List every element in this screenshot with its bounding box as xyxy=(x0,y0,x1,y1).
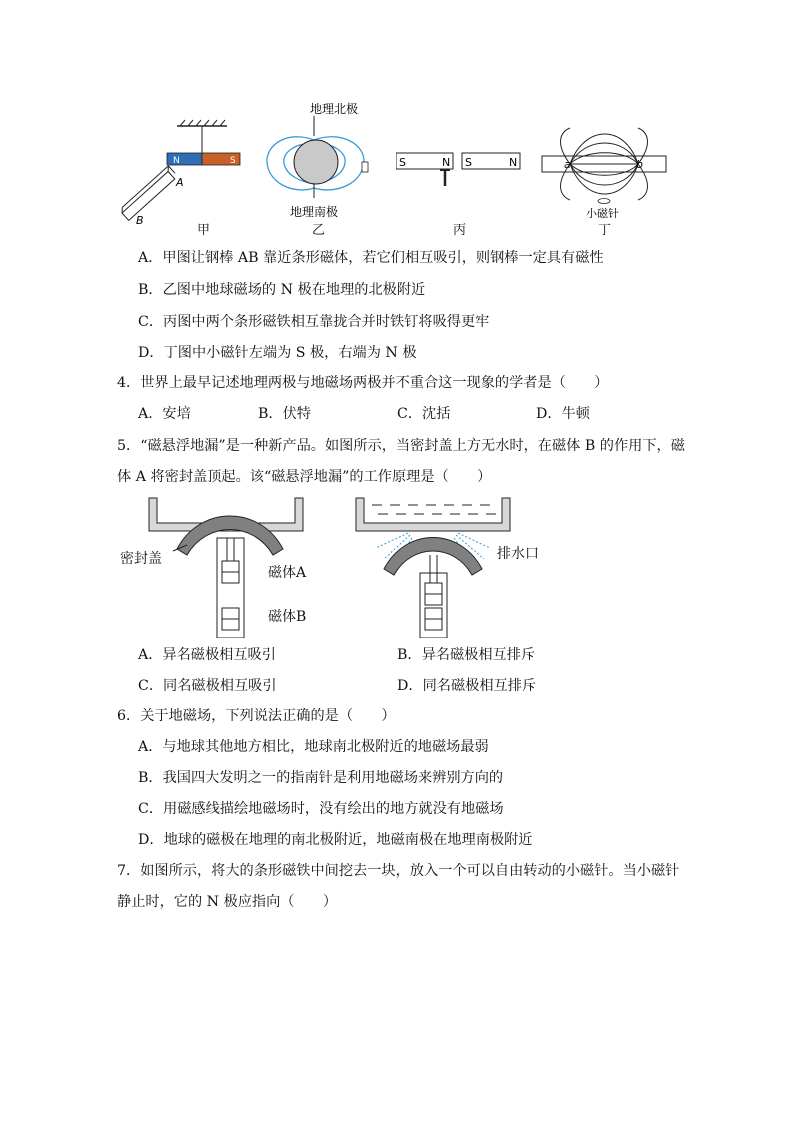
ding-needle-label: 小磁针 xyxy=(586,207,619,220)
figure-jia xyxy=(112,118,252,226)
seal-cover-raised xyxy=(384,538,482,576)
q5-option-d: D．同名磁极相互排斥 xyxy=(397,678,537,694)
figure-ding xyxy=(540,124,670,234)
q5-option-c: C．同名磁极相互吸引 xyxy=(138,678,277,694)
ding-b-label: b xyxy=(636,158,643,171)
q4-stem: 4．世界上最早记述地理两极与地磁场两极并不重合这一现象的学者是（ ） xyxy=(117,375,609,391)
q7-stem-line1: 7．如图所示，将大的条形磁铁中间挖去一块，放入一个可以自由转动的小磁针。当小磁针 xyxy=(117,863,680,879)
q5-option-a: A．异名磁极相互吸引 xyxy=(138,647,276,663)
jia-n-label: N xyxy=(173,156,180,166)
q6-option-b: B．我国四大发明之一的指南针是利用地磁场来辨别方向的 xyxy=(138,770,504,786)
yi-south-label: 地理南极 xyxy=(290,205,339,219)
q3-option-a: A．甲图让钢棒 AB 靠近条形磁体，若它们相互吸引，则钢棒一定具有磁性 xyxy=(138,250,604,266)
q6-stem: 6．关于地磁场，下列说法正确的是（ ） xyxy=(117,708,396,724)
q4-option-b: B．伏特 xyxy=(258,406,311,422)
caption-bing: 丙 xyxy=(453,223,467,238)
figure-drain-right xyxy=(348,493,518,638)
earth-icon xyxy=(294,140,338,184)
q6-option-c: C．用磁感线描绘地磁场时，没有绘出的地方就没有地磁场 xyxy=(138,801,504,817)
svg-text:N: N xyxy=(509,156,518,169)
q3-option-c: C．丙图中两个条形磁铁相互靠拢合并时铁钉将吸得更牢 xyxy=(138,314,490,330)
q5-option-b: B．异名磁极相互排斥 xyxy=(397,647,536,663)
label-magnet-a: 磁体A xyxy=(268,565,307,581)
q5-stem-line1: 5．“磁悬浮地漏”是一种新产品。如图所示，当密封盖上方无水时，在磁体 B 的作用下，磁 xyxy=(117,438,685,454)
label-seal-cover: 密封盖 xyxy=(120,551,162,567)
caption-ding: 丁 xyxy=(598,223,612,238)
jia-s-label: S xyxy=(230,156,236,166)
jia-b-label: B xyxy=(136,214,144,226)
q6-option-d: D．地球的磁极在地理的南北极附近，地磁南极在地理南极附近 xyxy=(138,832,533,848)
q5-stem-line2: 体 A 将密封盖顶起。该“磁悬浮地漏”的工作原理是（ ） xyxy=(117,469,492,485)
jia-a-label: A xyxy=(176,176,184,189)
q6-option-a: A．与地球其他地方相比，地球南北极附近的地磁场最弱 xyxy=(138,739,489,755)
ding-a-label: a xyxy=(564,158,571,171)
q4-option-a: A．安培 xyxy=(138,406,191,422)
steel-rod xyxy=(119,166,177,221)
yi-north-label: 地理北极 xyxy=(310,102,359,116)
svg-text:S: S xyxy=(399,156,406,169)
figure-bing xyxy=(396,148,524,188)
label-drain: 排水口 xyxy=(497,546,539,562)
label-magnet-b: 磁体B xyxy=(268,609,307,625)
q4-option-c: C．沈括 xyxy=(397,406,451,422)
q4-option-d: D．牛顿 xyxy=(536,406,590,422)
figure-yi xyxy=(262,100,377,230)
q7-stem-line2: 静止时，它的 N 极应指向（ ） xyxy=(117,894,338,910)
small-needle-icon xyxy=(598,199,610,204)
caption-yi: 乙 xyxy=(312,223,326,238)
svg-text:S: S xyxy=(465,156,472,169)
q3-option-b: B．乙图中地球磁场的 N 极在地理的北极附近 xyxy=(138,282,426,298)
svg-text:N: N xyxy=(442,156,451,169)
q3-option-d: D．丁图中小磁针左端为 S 极，右端为 N 极 xyxy=(138,345,417,361)
caption-jia: 甲 xyxy=(197,223,211,238)
